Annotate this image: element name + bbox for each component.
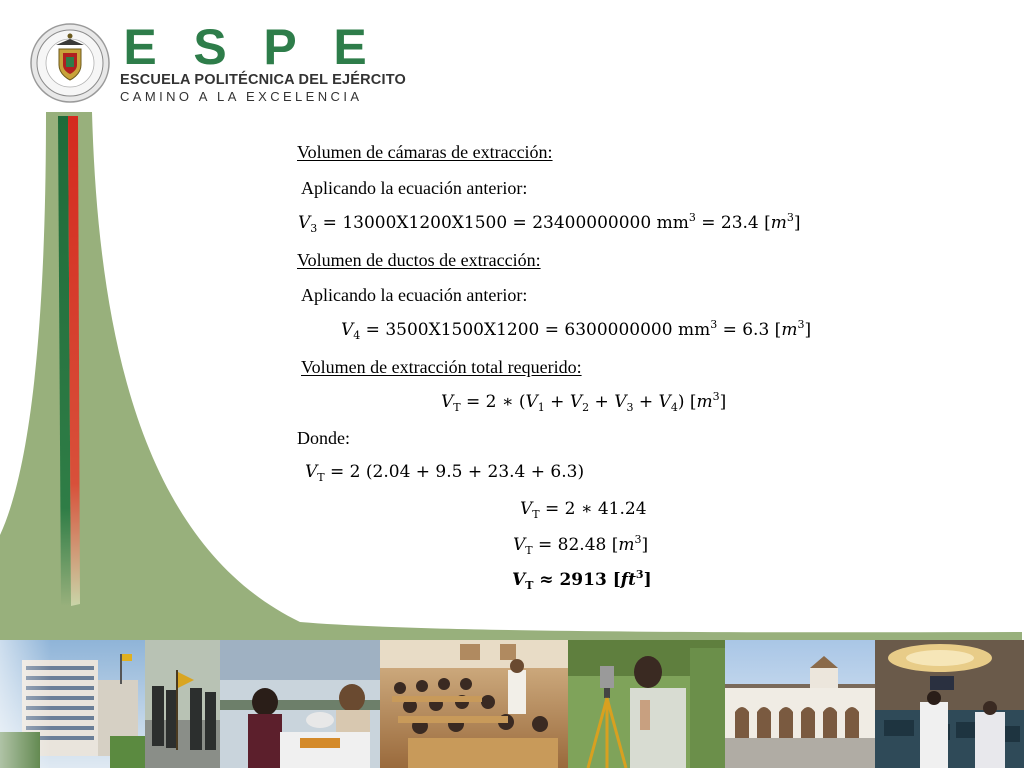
donde-label: Donde: (297, 428, 350, 448)
heading-camaras: Volumen de cámaras de extracción: (297, 142, 553, 162)
equation-result-ft3: $V_T \approx 2913$ $[ft^3]$ (512, 568, 652, 592)
espe-wordmark (120, 19, 406, 106)
heading-total: Volumen de extracción total requerido: (301, 357, 582, 377)
aplicando-text-1: Aplicando la ecuación anterior: (301, 178, 528, 198)
aplicando-text-2: Aplicando la ecuación anterior: (301, 285, 528, 305)
brand-letter: E (333, 19, 367, 75)
equation-product: $V_T = 2$ ∗ 41.24 (520, 499, 647, 521)
equation-v4: $V_4 = 3500X1500X1200 = 6300000000$ $mm^3 = 6.3$ $[m^3]$ (341, 318, 812, 342)
equation-v3: $V_3 = 13000X1200X1500 = 23400000000$ $mm^3 = 23.4$ $[m^3]$ (298, 211, 801, 235)
equation-result-m3: $V_T = 82.48$ $[m^3]$ (513, 533, 649, 557)
brand-letters (120, 19, 370, 75)
equation-substitution: $V_T = 2$ (2.04 + 9.5 + 23.4 + 6.3) (305, 462, 585, 484)
brand-name: ESCUELA POLITÉCNICA DEL EJÉRCITO (120, 72, 406, 88)
campus-photo-collage (0, 640, 1024, 768)
equation-total-formula: $V_T = 2$ ∗ $(V_1 + V_2 + V_3 + V_4)$ $[m^3]$ (441, 390, 727, 414)
brand-tagline: CAMINO A LA EXCELENCIA (120, 89, 363, 104)
brand-letter: E (123, 19, 157, 75)
university-seal-logo (30, 23, 110, 103)
heading-ductos: Volumen de ductos de extracción: (297, 250, 541, 270)
brand-letter: S (193, 19, 227, 75)
brand-letter: P (263, 19, 297, 75)
